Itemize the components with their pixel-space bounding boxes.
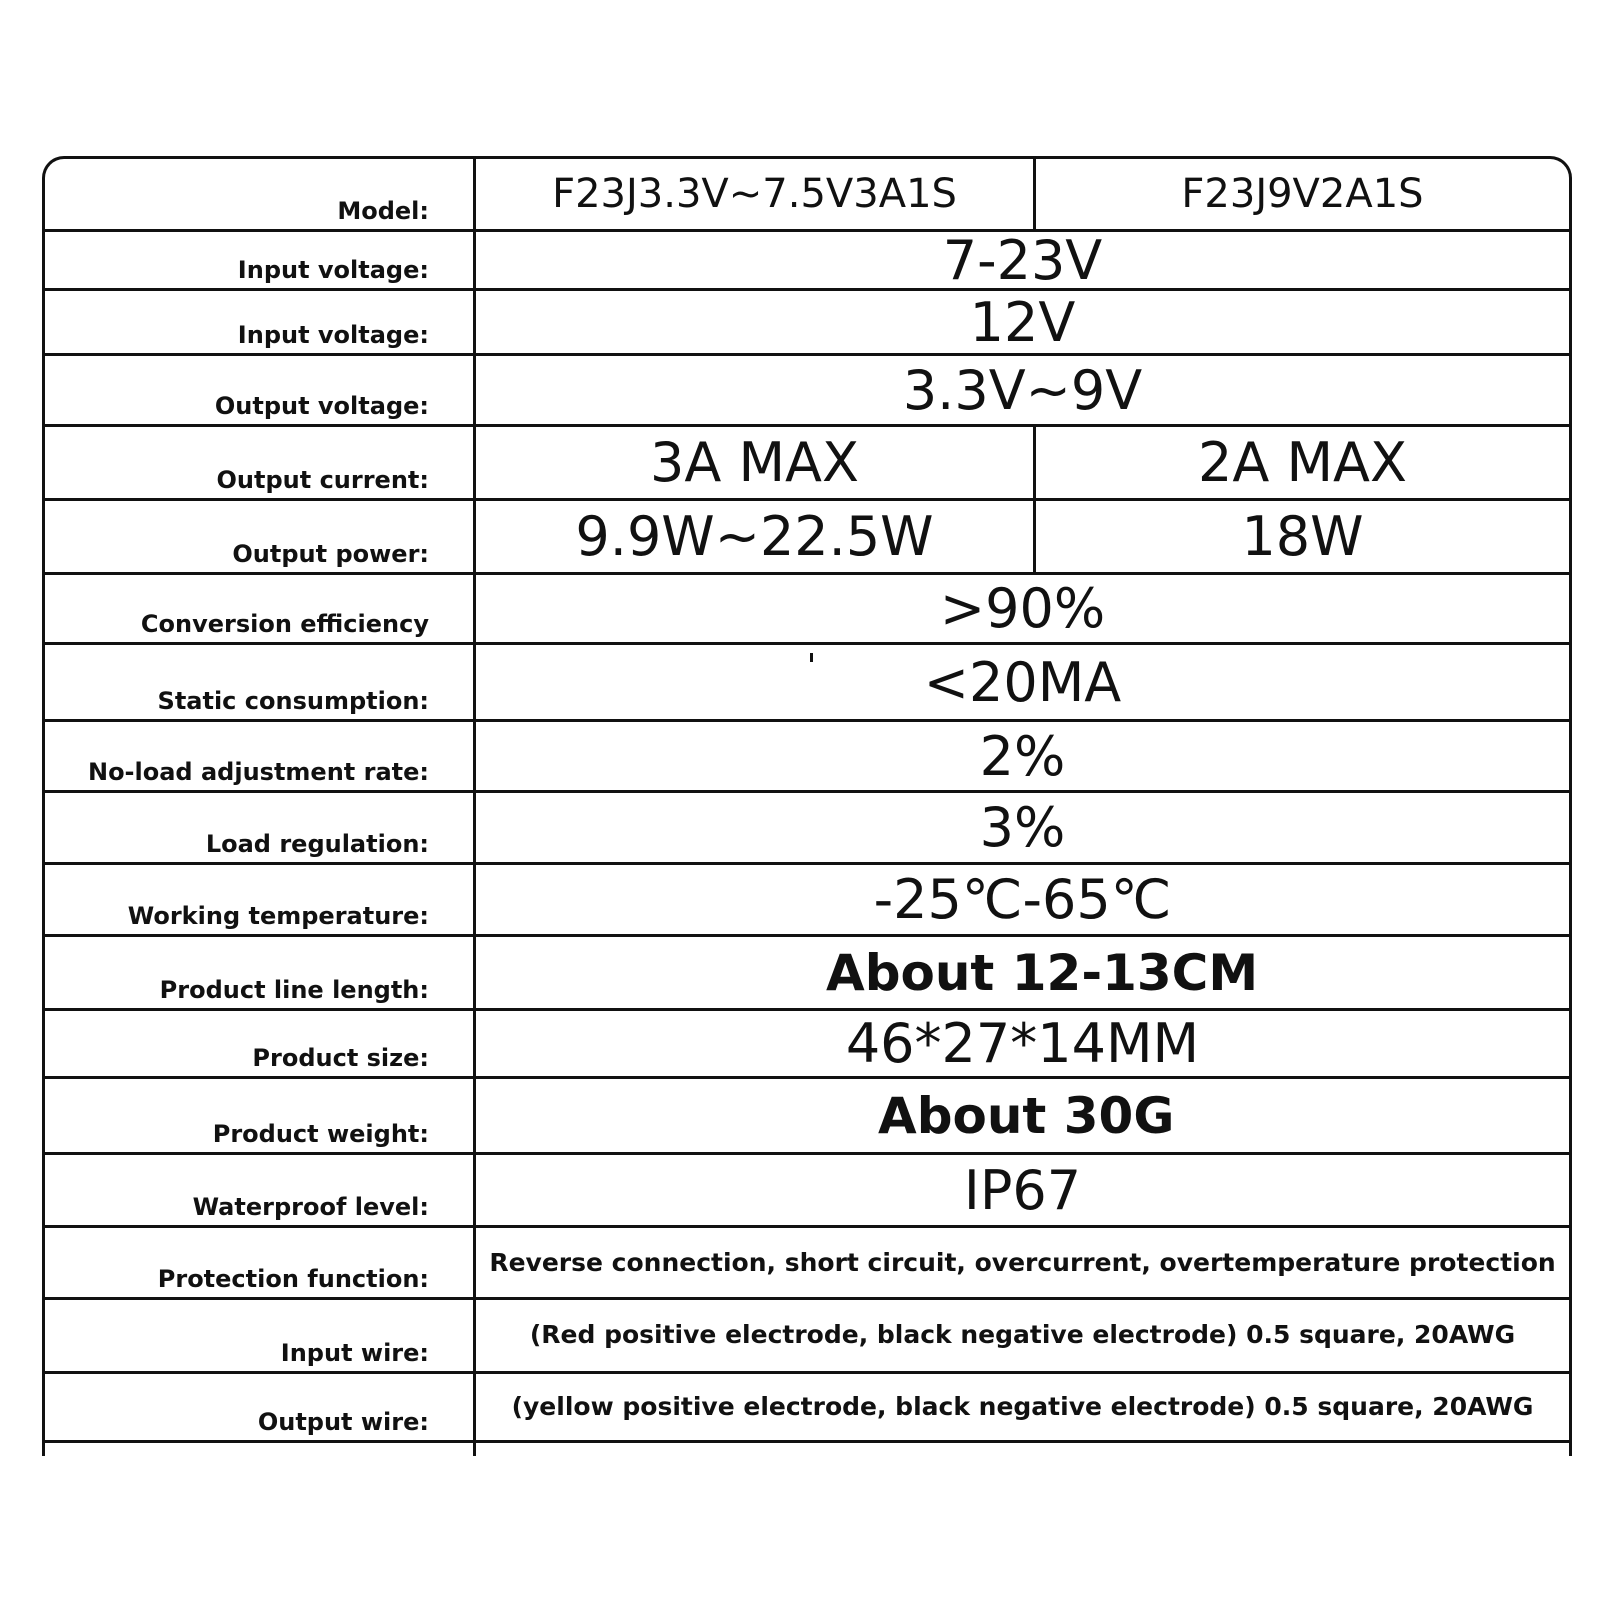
static-consumption-value: <20MA: [923, 650, 1122, 714]
row-output-voltage: [45, 356, 1569, 427]
row-label: Input voltage:: [237, 256, 429, 284]
output-wire-value: (yellow positive electrode, black negative electrode) 0.5 square, 20AWG: [511, 1392, 1534, 1421]
row-label: Conversion efficiency: [140, 610, 429, 638]
input-voltage-rated-value: 12V: [969, 290, 1076, 354]
row-load-regulation: [45, 793, 1569, 865]
row-label: Waterproof level:: [192, 1193, 429, 1221]
row-protection-function: [45, 1228, 1569, 1300]
row-input-voltage-rated: [45, 291, 1569, 356]
model-right-value: F23J9V2A1S: [1181, 171, 1424, 217]
row-working-temperature: [45, 865, 1569, 937]
spec-table: [42, 156, 1572, 1456]
line-length-value: About 12-13CM: [826, 943, 1259, 1002]
row-line-length: [45, 937, 1569, 1011]
output-current-right-value: 2A MAX: [1198, 431, 1407, 494]
output-power-right-value: 18W: [1241, 505, 1364, 568]
row-output-current: [45, 427, 1569, 501]
row-label: Input wire:: [280, 1339, 429, 1367]
row-label: Model:: [337, 197, 429, 225]
row-label: Product size:: [252, 1044, 429, 1072]
row-label: Output power:: [232, 540, 429, 568]
row-label: Product line length:: [159, 976, 429, 1004]
output-current-left-value: 3A MAX: [476, 427, 1036, 498]
row-waterproof-level: [45, 1155, 1569, 1228]
row-label: Working temperature:: [127, 902, 429, 930]
working-temperature-value: -25℃-65℃: [873, 868, 1172, 931]
model-left-value: F23J3.3V~7.5V3A1S: [476, 159, 1036, 229]
row-output-power: [45, 501, 1569, 575]
row-label: Protection function:: [157, 1265, 429, 1293]
row-product-size: [45, 1011, 1569, 1079]
row-conversion-efficiency: [45, 575, 1569, 645]
row-label: Output voltage:: [214, 392, 429, 420]
output-voltage-value: 3.3V~9V: [902, 358, 1143, 422]
input-wire-value: (Red positive electrode, black negative electrode) 0.5 square, 20AWG: [529, 1320, 1516, 1349]
output-power-left-value: 9.9W~22.5W: [476, 501, 1036, 572]
load-regulation-value: 3%: [979, 796, 1066, 859]
row-product-weight: [45, 1079, 1569, 1155]
row-label: Static consumption:: [157, 687, 429, 715]
row-input-voltage-range: [45, 228, 1569, 292]
conversion-efficiency-value: >90%: [939, 577, 1106, 640]
protection-function-value: Reverse connection, short circuit, overcurrent, overtemperature protection: [489, 1248, 1556, 1277]
row-label: No-load adjustment rate:: [87, 758, 429, 786]
row-output-wire: [45, 1374, 1569, 1443]
no-load-adjustment-value: 2%: [979, 724, 1066, 788]
row-no-load-adjustment: [45, 722, 1569, 793]
row-model: [45, 159, 1569, 232]
row-label: Output current:: [216, 466, 429, 494]
product-size-value: 46*27*14MM: [845, 1012, 1200, 1075]
row-static-consumption: [45, 645, 1569, 722]
row-input-wire: [45, 1300, 1569, 1374]
row-label: Load regulation:: [205, 830, 429, 858]
row-label: Output wire:: [257, 1408, 429, 1436]
waterproof-level-value: IP67: [963, 1158, 1082, 1222]
row-label: Product weight:: [212, 1120, 429, 1148]
row-label: Input voltage:: [237, 321, 429, 349]
input-voltage-range-value: 7-23V: [942, 228, 1103, 292]
product-weight-value: About 30G: [878, 1086, 1175, 1145]
